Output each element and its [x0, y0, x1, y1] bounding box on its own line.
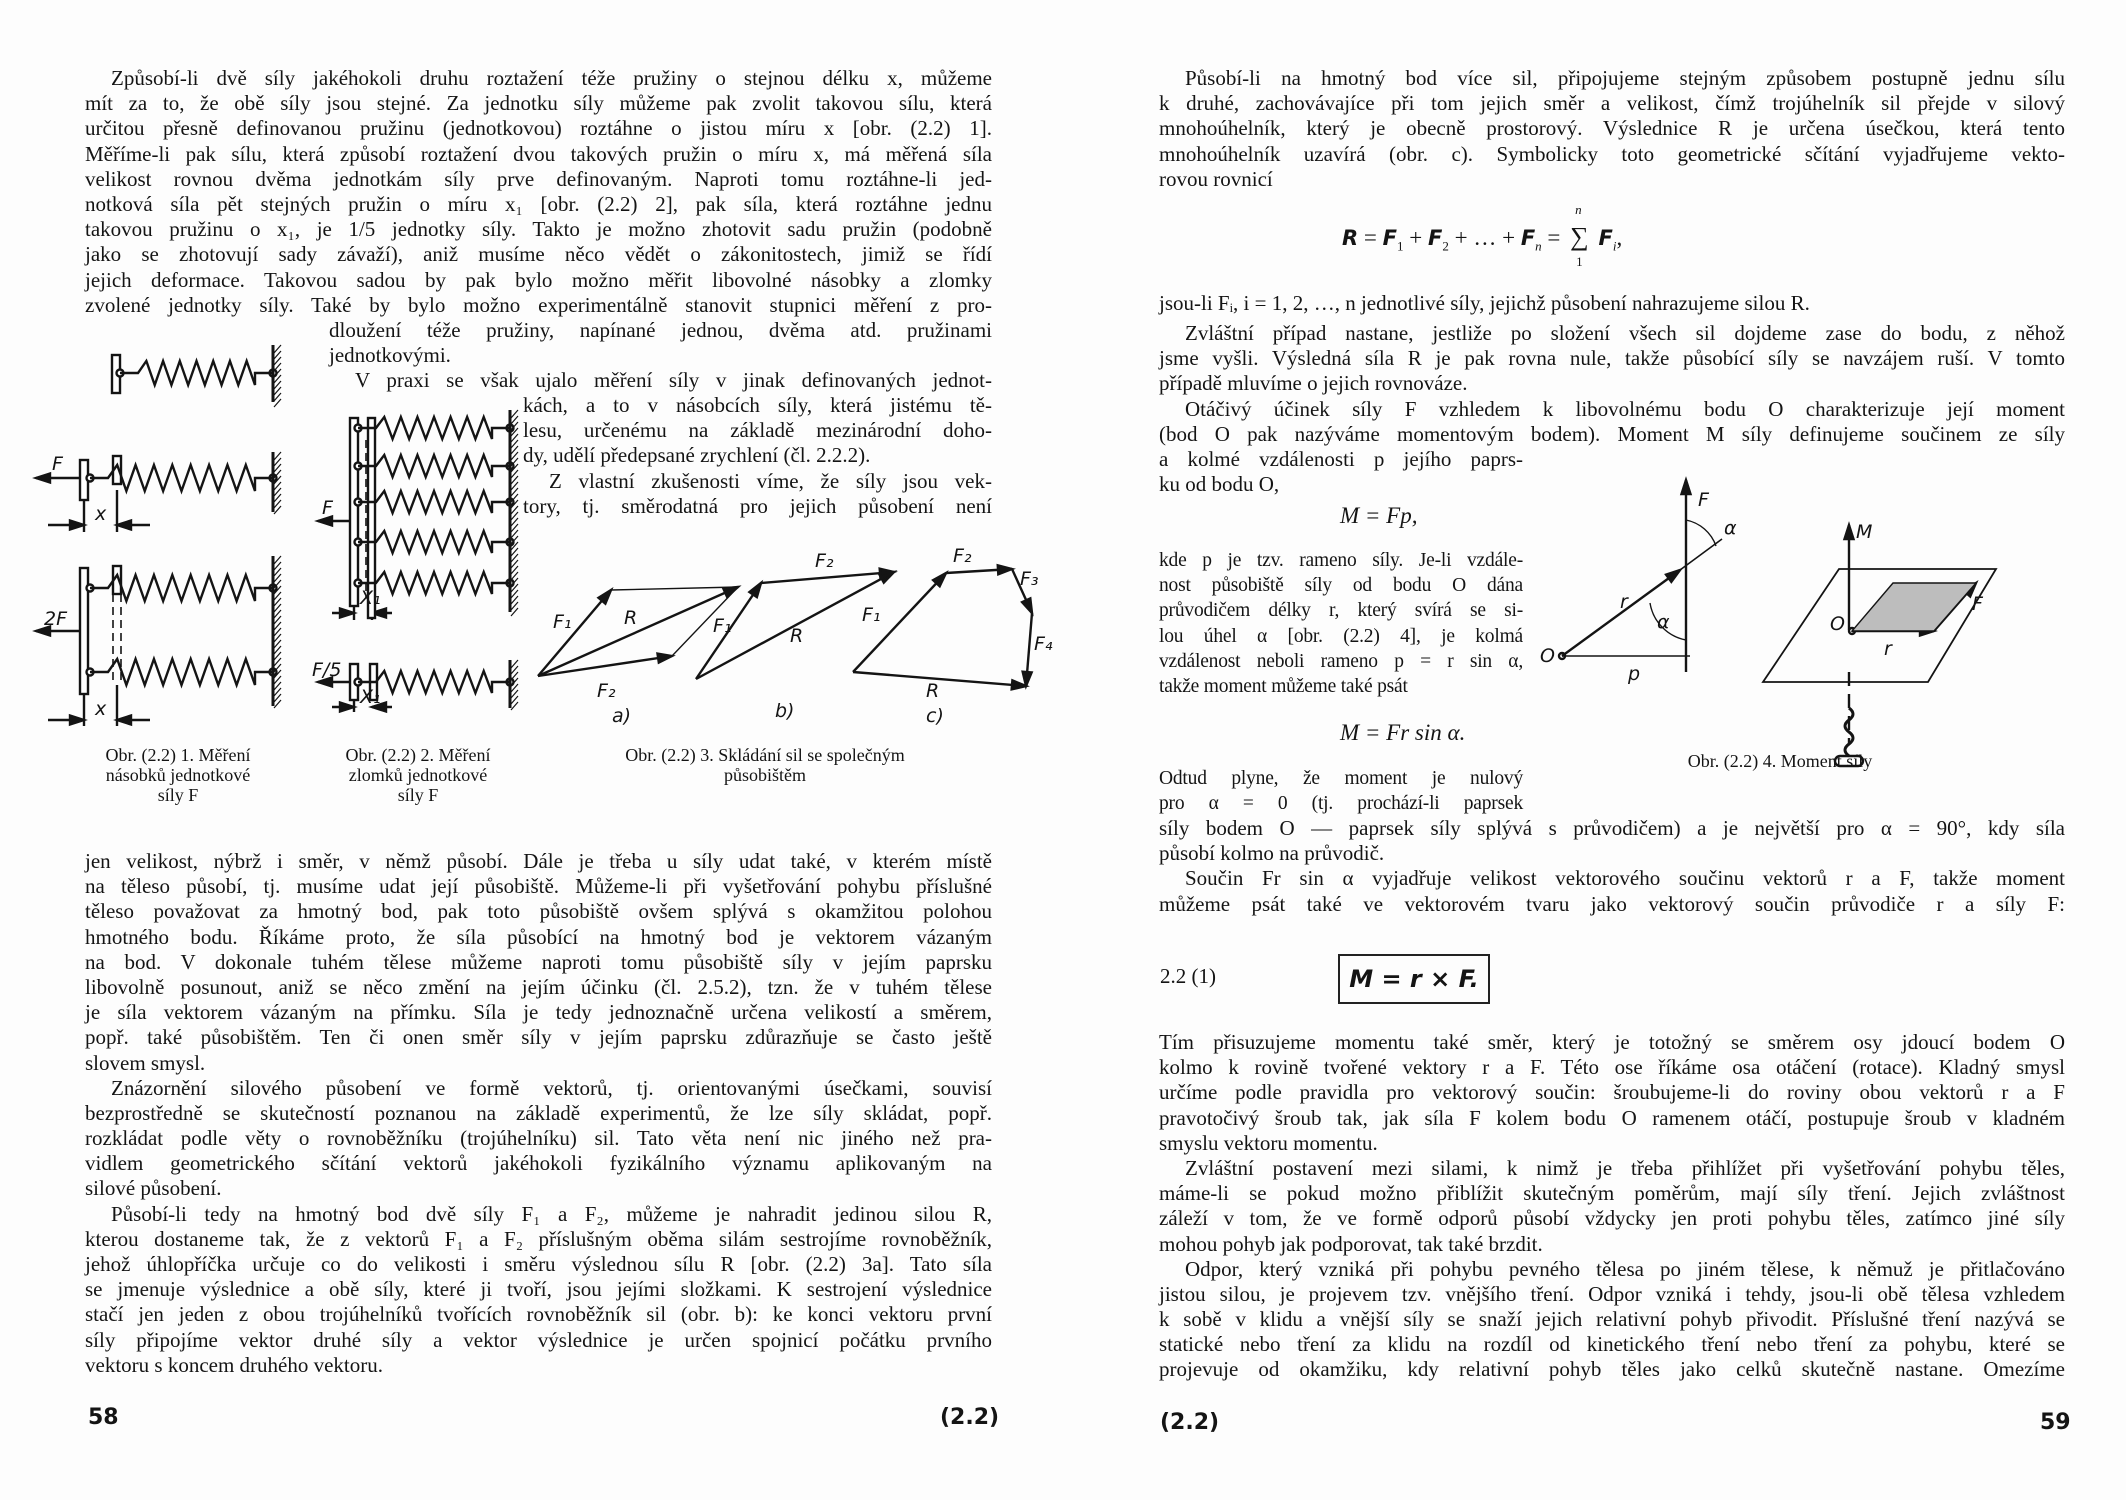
fig2-label-F: F: [322, 497, 333, 519]
text-line: Tím přisuzujeme momentu také směr, který je totožný se směrem osy jdoucí bodem O: [1159, 1030, 2065, 1054]
figure4-caption: Obr. (2.2) 4. Moment síly: [1687, 751, 1873, 771]
caption-line: Obr. (2.2) 1. Měření: [105, 745, 251, 765]
caption-line: Obr. (2.2) 3. Skládání sil se společným: [625, 745, 905, 765]
text-line: kách, a to v násobcích síly, která jistému tě-: [523, 393, 992, 417]
text-line: kde p je tzv. rameno síly. Je-li vzdále-: [1159, 550, 1523, 571]
fig4-label-O2: O: [1830, 613, 1845, 635]
text-line: mnohoúhelník, který je obecně prostorový. Výslednice R je určena úsečkou, která tento: [1159, 116, 2065, 141]
text-line: jejich deformace. Takovou sadou by pak bylo možno měřit libovolné násobky a zlomky: [85, 267, 992, 292]
text-line: statické nebo tření za klidu na rozdíl od kinetického tření nebo tření za pohybu, které se: [1159, 1332, 2065, 1357]
moment-equation: M = Fp,: [1340, 503, 1418, 528]
text-line: takovou pružinu o x₁, je 1/5 jednotky síly. Takto je možno zhotovit sadu pružin (podobně: [85, 217, 992, 242]
text-line: smyslu vektoru momentu.: [1159, 1130, 1378, 1155]
text-line: lesu, určenému na základě mezinárodní doho-: [523, 418, 992, 443]
text-line: dy, udělí předepsané zrychlení (čl. 2.2.2).: [523, 443, 871, 468]
text-line: lou úhel α [obr. (2.2) 4], je kolmá: [1159, 625, 1523, 647]
text-line: V praxi se však ujalo měření síly v jinak definovaných jednot-: [355, 368, 992, 392]
text-line: Působí-li tedy na hmotný bod dvě síly F₁ a F₂, můžeme je nahradit jedinou silou R,: [111, 1201, 992, 1226]
eq-sign: =: [1547, 225, 1561, 250]
caption-line: působištěm: [723, 765, 806, 785]
text-line: záleží v tom, že ve formě odporů působí vždycky jen proti pohybu těles, zatímco jiné síly: [1159, 1206, 2065, 1231]
text-line: jsou-li Fᵢ, i = 1, 2, …, n jednotlivé síly, jejichž působení nahrazujeme silou R.: [1159, 291, 1810, 315]
fig3c-label: c): [926, 705, 944, 727]
text-line: jednotkovými.: [329, 343, 451, 368]
angle-arc: [1686, 520, 1716, 546]
text-line: jen velikost, nýbrž i směr, v němž působí. Dále je třeba u síly udat také, v kterém místě: [85, 849, 992, 873]
text-line: Odpor, který vzniká při pohybu pevného tělesa po jiném tělese, k němuž je přitlačováno: [1185, 1256, 2065, 1281]
eq-F: F: [1428, 226, 1443, 250]
text-line: projevuje od okamžiku, kdy relativní pohyb těles jako celků skutečně nastane. Omezíme: [1159, 1357, 2065, 1382]
shaded-area: [1852, 583, 1976, 631]
text-line: stačí jen jeden z obou trojúhelníků tvořících rovnoběžník sil (obr. b): ke konci vektoru první: [85, 1302, 992, 1327]
text-line: k druhé, zachovávajíce při tom jejich směr a velikost, čímž trojúhelník sil přejde v silový: [1159, 91, 2065, 116]
fig1-label-x: x: [95, 503, 107, 525]
eq-sub: i: [1612, 238, 1617, 254]
text-line: síly připojíme vektor druhé síly a vektor výslednice je určen spojnicí počátku prvního: [85, 1327, 992, 1352]
text-line: rovou rovnicí: [1159, 166, 1273, 191]
text-line: pro α = 0 (tj. prochází-li paprsek: [1159, 793, 1523, 815]
text-line: ku od bodu O,: [1159, 472, 1280, 497]
text-line: a kolmé vzdálenosti p jejího paprs-: [1159, 447, 1523, 471]
eq-comma: ,: [1616, 225, 1623, 250]
fig1-label-F: F: [52, 453, 63, 475]
text-line: hmotného bodu. Říkáme proto, že síla působící na hmotný bod je vektorem vázaným: [85, 924, 992, 949]
fig1-label-2F: 2F: [44, 608, 68, 630]
text-line: určíme podle pravidla pro vektorový součin: šroubujeme-li do roviny obou vektorů r a F: [1159, 1080, 2065, 1105]
caption-line: síly F: [397, 785, 439, 805]
fig3a-label-F1: F₁: [553, 611, 572, 633]
eq-F: F: [1520, 226, 1536, 250]
eq-sub: 2: [1442, 238, 1449, 254]
text-line: nost působiště síly od bodu O dána: [1159, 575, 1523, 597]
text-line: pravotočivý šroub tak, jak síla F kolem bodu O ramenem otáčí, postupuje šroub v kladném: [1159, 1105, 2065, 1130]
text-line: silové působení.: [85, 1176, 222, 1201]
text-line: na bod. V dokonale tuhém tělese můžeme naproti tomu působiště síly v jejím paprsku: [85, 949, 992, 974]
fig3a-label-R: R: [624, 607, 638, 629]
text-line: takže moment můžeme také psát: [1159, 675, 1408, 697]
fig4-label-O: O: [1540, 645, 1555, 667]
text-line: jsme vyšli. Výsledná síla R je pak rovna nule, takže působící síly se navzájem ruší. V tomto: [1159, 346, 2065, 371]
fig3b-label: b): [775, 700, 795, 722]
caption-line: zlomků jednotkové: [348, 765, 488, 785]
eq-sign: =: [1363, 225, 1377, 250]
screw-icon: [1845, 708, 1853, 756]
sum-sigma: ∑: [1570, 222, 1589, 251]
text-line: průvodičem délky r, který svírá se si-: [1159, 600, 1523, 622]
text-line: těleso považovat za hmotný bod, pak toto působiště ovšem splývá s okamžitou polohou: [85, 899, 992, 924]
caption-line: násobků jednotkové: [105, 765, 251, 785]
text-line: kolmo k rovině tvořené vektory r a F. Této ose říkáme osa otáčení (rotace). Kladný smysl: [1159, 1055, 2065, 1080]
text-line: popř. také působištěm. Ten či onen směr síly v jejím paprsku zdůrazňuje se často ještě: [85, 1025, 992, 1050]
fig4-label-alpha: α: [1724, 517, 1737, 539]
text-line: zvolené jednotky síly. Také by bylo možno experimentálně stanovit stupnici měření z pro-: [85, 292, 992, 317]
fig2-label-F5: F/5: [312, 659, 342, 681]
fig3b-label-R: R: [790, 625, 804, 647]
text-line: jehož úhlopříčka určuje co do velikosti i směru výslednou sílu R [obr. (2.2) 3a]. Tato síla: [85, 1252, 992, 1276]
boxed-cross-product-equation: M = r × F.: [1338, 954, 1490, 1004]
fig4-label-p: p: [1628, 663, 1641, 685]
text-line: tory, tj. směrodatná pro jejich působení není: [523, 493, 992, 518]
caption-line: síly F: [157, 785, 199, 805]
text-line: Zvláštní postavení mezi silami, k nimž je třeba přihlížet při vyšetřování pohybu těles,: [1185, 1155, 2065, 1180]
text-line: k sobě v klidu a vnější síly se snaží jejich relativní pohyb přivodit. Příslušné tření nazývá se: [1159, 1307, 2065, 1332]
text-line: dloužení téže pružiny, napínané jednou, dvěma atd. pružinami: [329, 318, 992, 342]
moment-sin-equation: M = Fr sin α.: [1340, 720, 1466, 745]
caption-line: Obr. (2.2) 2. Měření: [345, 745, 491, 765]
text-line: libovolně posunout, aniž se něco změní na jejím účinku (čl. 2.5.2), tzn. že v tuhém tělese: [85, 974, 992, 999]
fig3b-label-F2: F₂: [815, 550, 834, 572]
text-line: Způsobí-li dvě síly jakéhokoli druhu roztažení téže pružiny o stejnou délku x, můžeme: [111, 66, 992, 90]
fig4-label-F2: F: [1972, 593, 1983, 615]
eq-sub: n: [1535, 238, 1542, 254]
eq-R: R: [1342, 226, 1359, 250]
eq-F: F: [1598, 226, 1613, 250]
text-line: Působí-li na hmotný bod více sil, připojujeme stejným způsobem postupně jednu sílu: [1185, 66, 2065, 90]
text-line: Zvláštní případ nastane, jestliže po složení všech sil dojdeme zase do bodu, z něhož: [1185, 321, 2065, 345]
fig4-label-M: M: [1856, 521, 1873, 543]
text-line: mít za to, že obě síly jsou stejné. Za jednotku síly můžeme pak zvolit takovou sílu, která: [85, 91, 992, 116]
eq-plus: +: [1409, 225, 1423, 250]
fig3c-label-F3: F₃: [1020, 568, 1039, 590]
fig3c-label-F4: F₄: [1034, 633, 1053, 655]
text-line: Odtud plyne, že moment je nulový: [1159, 768, 1523, 789]
fig4-label-r: r: [1620, 591, 1628, 613]
fig3a-label: a): [612, 705, 632, 727]
text-line: bezprostředně se skutečností poznanou na základě experimentů, že lze síly skládat, popř.: [85, 1100, 992, 1125]
text-line: rozkládat podle věty o rovnoběžníku (trojúhelníku) sil. Tato věta není nic jiného než pra-: [85, 1126, 992, 1151]
fig3b-label-F1: F₁: [713, 615, 732, 637]
fig3a-label-F2: F₂: [597, 680, 616, 702]
fig3c-label-F1: F₁: [862, 604, 881, 626]
sum-upper: n: [1575, 202, 1582, 217]
fig4-label-alpha2: α: [1657, 611, 1670, 633]
fig2-label-x1b: X₁: [360, 686, 381, 708]
text-line: se jmenuje výslednice a obě síly, které ji tvoří, jsou jejími složkami. K sestrojení výslednice: [85, 1277, 992, 1302]
text-line: Součin Fr sin α vyjadřuje velikost vektorového součinu vektorů r a F, takže moment: [1185, 866, 2065, 891]
text-line: případě mluvíme o jejich rovnováze.: [1159, 371, 1468, 396]
text-line: mnohoúhelník uzavírá (obr. c). Symbolicky toto geometrické sčítání vyjadřujeme vekto-: [1159, 141, 2065, 166]
text-line: Otáčivý účinek síly F vzhledem k libovolnému bodu O charakterizuje její moment: [1185, 396, 2065, 421]
text-line: mohou pohyb jak podporovat, tak také brzdit.: [1159, 1231, 1543, 1256]
text-line: kterou dostaneme tak, že z vektorů F₁ a F₂ příslušným oběma silám sestrojíme rovnoběžník,: [85, 1226, 992, 1251]
eq-F: F: [1382, 226, 1398, 250]
section-number: (2.2): [1160, 1410, 1220, 1435]
text-line: na těleso působí, tj. musíme udat její působiště. Můžeme-li při vyšetřování pohybu příslušné: [85, 874, 992, 899]
text-line: síly bodem O — paprsek síly splývá s průvodičem) a je největší pro α = 90°, kdy síla: [1159, 816, 2065, 840]
fig1-label-x2: x: [95, 698, 107, 720]
text-line: Z vlastní zkušenosti víme, že síly jsou vek-: [549, 468, 992, 493]
page-number: 59: [2040, 1410, 2071, 1435]
fig4-label-F: F: [1698, 489, 1709, 511]
equation-number: 2.2 (1): [1160, 964, 1216, 988]
text-line: vzdálenost neboli rameno p = r sin α,: [1159, 650, 1523, 672]
text-line: máme-li se pokud možno přiblížit skutečným poměrům, mají síly tření. Jejich zvláštnost: [1159, 1181, 2065, 1206]
text-line: (bod O pak nazýváme momentovým bodem). Moment M síly definujeme součinem ze síly: [1159, 421, 2065, 446]
page-number: 58: [88, 1405, 119, 1430]
fig4-label-r2: r: [1884, 638, 1892, 660]
text-line: můžeme psát také ve vektorovém tvaru jako vektorový součin průvodiče r a síly F:: [1159, 891, 2065, 916]
sum-lower: 1: [1576, 254, 1583, 269]
text-line: určitou přesně definovanou pružinu (jednotkovou) roztáhne o jistou míru x [obr. (2.2) 1].: [85, 116, 992, 141]
fig3c-label-F2: F₂: [953, 545, 972, 567]
fig2-label-x1: X₁: [360, 587, 381, 609]
text-line: je síla vektorem vázaným na přímku. Síla je tedy jednoznačně určena velikostí a směrem,: [85, 1000, 992, 1025]
text-line: slovem smysl.: [85, 1050, 206, 1075]
eq-dots: + … +: [1454, 225, 1516, 250]
text-line: jistou silou, je projevem tzv. vnějšího tření. Odpor vzniká i tehdy, jsou-li obě tělesa vzhledem: [1159, 1281, 2065, 1306]
text-line: vektoru s koncem druhého vektoru.: [85, 1352, 384, 1377]
fig3c-label-R: R: [926, 680, 940, 702]
text-line: vidlem geometrického sčítání vektorů jakéhokoli fyzikálního významu aplikovaným na: [85, 1151, 992, 1176]
text-line: Měříme-li pak sílu, která způsobí roztažení dvou takových pružin o míru x, má měřená síla: [85, 141, 992, 166]
text-line: jako se zhotovují sady závaží), aniž musíme něco vědět o zákonitostech, jimiž se řídí: [85, 242, 992, 267]
text-line: velikost rovnou dvěma jednotkám síly prve definovaným. Naproti tomu roztáhne-li jed-: [85, 166, 992, 191]
text-line: působí kolmo na průvodič.: [1159, 841, 1385, 866]
eq-sub: 1: [1397, 238, 1404, 254]
text-line: Znázornění silového působení ve formě vektorů, tj. orientovanými úsečkami, souvisí: [111, 1075, 992, 1100]
section-number: (2.2): [940, 1405, 1000, 1430]
text-line: notková síla pět stejných pružin o míru x₁ [obr. (2.2) 2], pak síla, která roztáhne jednu: [85, 191, 992, 216]
